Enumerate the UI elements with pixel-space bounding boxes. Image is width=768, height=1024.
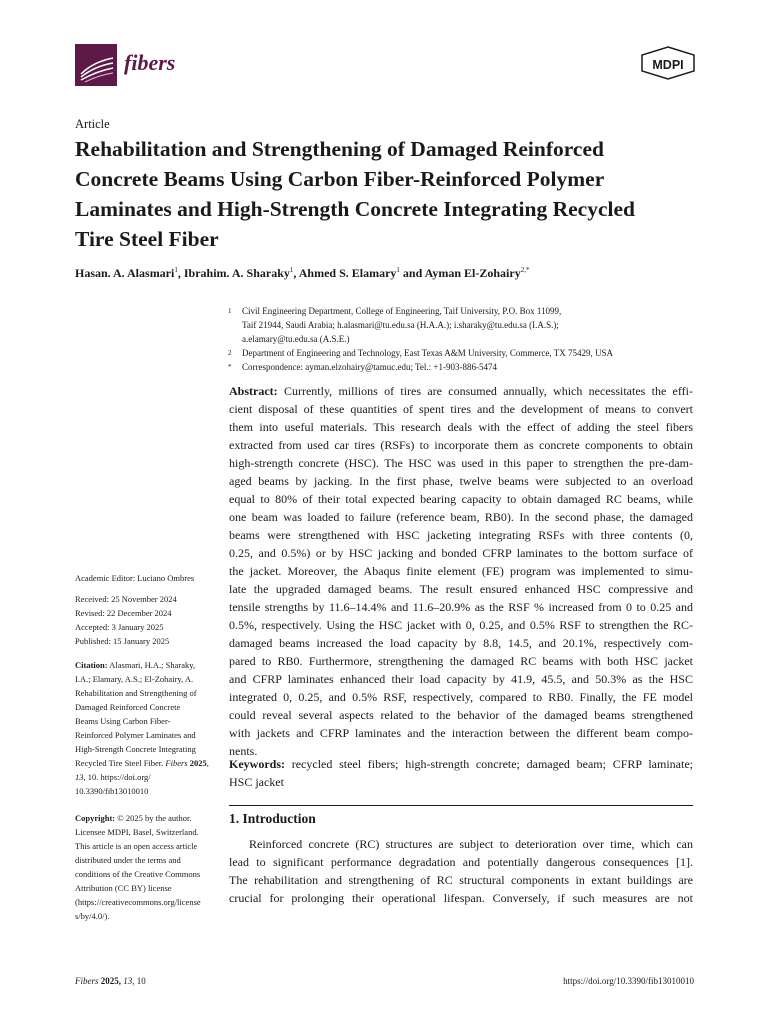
abstract-line: 0.25, and 0.5%) or by HSC jacking and bonded CFRP laminates to the bottom surface of <box>229 546 693 560</box>
citation-volume: 13 <box>75 772 84 782</box>
abstract-label: Abstract: <box>229 384 278 398</box>
article-title <box>75 134 715 254</box>
publisher-name: MDPI <box>652 58 684 72</box>
citation-line: Rehabilitation and Strengthening of <box>75 688 197 698</box>
author-affiliation-mark: 1 <box>396 266 400 274</box>
abstract-text: Currently, millions of tires are consumed annually, which necessitates the effi- <box>277 384 693 398</box>
abstract-line: high-strength concrete (HSC). The HSC was used in this paper to strengthen the pre-dam- <box>229 456 693 470</box>
abstract-line: them into useful materials. This research deals with the effect of adding the steel fibers <box>229 420 693 434</box>
abstract-line: nents. <box>229 744 258 758</box>
footer-journal: Fibers <box>75 976 99 986</box>
accepted-date: Accepted: 3 January 2025 <box>75 622 164 632</box>
academic-editor: Academic Editor: Luciano Ombres <box>75 573 195 583</box>
keywords-line: HSC jacket <box>229 775 284 789</box>
copyright-line: distributed under the terms and <box>75 855 181 865</box>
citation-text: Alasmari, H.A.; Sharaky, <box>107 660 196 670</box>
affiliation-text: Civil Engineering Department, College of Engineering, Taif University, P.O. Box 11099, <box>242 306 562 316</box>
body-line: crucial for prolonging their operational lifespan. Conversely, if such measures are not <box>229 891 693 905</box>
abstract-line: equal to 80% of their total expected bearing capacity to obtain damaged RC beams, while <box>229 492 693 506</box>
citation-line: I.A.; Elamary, A.S.; El-Zohairy, A. <box>75 674 194 684</box>
footer-volume: 13 <box>123 976 133 986</box>
affiliation-mark: 2 <box>228 349 232 357</box>
copyright-label: Copyright: <box>75 813 116 823</box>
section-heading: 1. Introduction <box>229 811 316 826</box>
author-name[interactable]: Ayman El-Zohairy <box>424 266 521 280</box>
author-name[interactable]: Ahmed S. Elamary <box>298 266 397 280</box>
author-affiliation-mark: 2,* <box>520 266 530 274</box>
footer-doi-link[interactable]: https://doi.org/10.3390/fib13010010 <box>563 976 694 986</box>
correspondence-text[interactable]: Correspondence: ayman.elzohairy@tamuc.edu; Tel.: +1-903-886-5474 <box>242 362 497 372</box>
title-line: Concrete Beams Using Carbon Fiber-Reinforced Polymer <box>75 167 605 191</box>
author-name[interactable]: Ibrahim. A. Sharaky <box>183 266 290 280</box>
affiliation-text: Taif 21944, Saudi Arabia; h.alasmari@tu.edu.sa (H.A.A.); i.sharaky@tu.edu.sa (I.A.S.); <box>242 320 559 330</box>
article-type: Article <box>75 117 110 131</box>
author-separator: , <box>293 266 299 280</box>
abstract-line: and CFRP laminates enhanced their load capacity by 41.9, 45.5, and 50.3% as the HSC <box>229 672 693 686</box>
citation-doi[interactable]: 10.3390/fib13010010 <box>75 786 149 796</box>
citation-line <box>75 756 209 770</box>
abstract-line: the jacket. Moreover, the Abaqus finite element (FE) program was implemented to simu- <box>229 564 693 578</box>
abstract-line: late the upgraded damaged beams. The result ensured enhanced HSC compressive and <box>229 582 693 596</box>
abstract-line: extracted from used car tires (RSFs) to incorporate them as concrete components to obtain <box>229 438 693 452</box>
fibers-logo-icon <box>75 44 117 86</box>
title-line: Laminates and High-Strength Concrete Integrating Recycled <box>75 197 635 221</box>
citation-comma: , <box>206 758 209 768</box>
citation-text: Recycled Tire Steel Fiber. <box>75 758 166 768</box>
author-list <box>75 266 529 281</box>
introduction-text <box>0 835 768 925</box>
author-separator: , <box>177 266 184 280</box>
copyright-line <box>75 811 191 825</box>
body-line: The rehabilitation and strengthening of RC structural components in extant buildings are <box>229 873 693 887</box>
correspondence-mark: * <box>228 363 232 371</box>
citation-label: Citation: <box>75 660 108 670</box>
abstract-line: tensile strengths by 11.6–14.4% and 11.6–20.9% as the RSF % increased from 0 to 0.25 and <box>229 600 693 614</box>
abstract-line: one beam was loaded to failure (reference beam, RB0). In the second phase, the damaged <box>229 510 693 524</box>
copyright-line: This article is an open access article <box>75 841 198 851</box>
affiliation-text: a.elamary@tu.edu.sa (A.S.E.) <box>242 334 350 344</box>
abstract-line: cient disposal of these quantities of spent tires and the development of means to convert <box>229 402 693 416</box>
abstract-line: with jackets and CFRP laminates and the interaction between the different beam compo- <box>229 726 693 740</box>
copyright-line: Attribution (CC BY) license <box>75 883 172 893</box>
published-date: Published: 15 January 2025 <box>75 636 170 646</box>
affiliation-mark: 1 <box>228 307 232 315</box>
journal-name: fibers <box>124 50 176 75</box>
copyright-text: © 2025 by the author. <box>115 813 192 823</box>
author-affiliation-mark: 1 <box>289 266 294 274</box>
author-name[interactable]: Hasan. A. Alasmari <box>75 266 175 280</box>
abstract-line: could reveal several aspects related to the behavior of the damaged beams strengthened <box>229 708 693 722</box>
citation-line: Reinforced Polymer Laminates and <box>75 730 196 740</box>
title-line: Rehabilitation and Strengthening of Damaged Reinforced <box>75 137 604 161</box>
copyright-line: Licensee MDPI, Basel, Switzerland. <box>75 827 199 837</box>
received-date: Received: 25 November 2024 <box>75 594 177 604</box>
keywords-line <box>229 755 693 773</box>
abstract-line: aged beams by jacking. In the first phase, twelve beams were subjected to an overload <box>229 474 693 488</box>
affiliation-text: Department of Engineering and Technology, East Texas A&M University, Commerce, TX 75429, USA <box>242 348 614 358</box>
license-link[interactable]: s/by/4.0/). <box>75 911 110 921</box>
abstract-line: pared to RB0. Furthermore, strengthening the damaged RC beams with both HSC jacket <box>229 654 693 668</box>
footer-citation <box>75 976 146 986</box>
footer-year: 2025, <box>98 976 124 986</box>
citation-year: 2025 <box>187 758 207 768</box>
citation-journal: Fibers <box>165 758 188 768</box>
footer-article: , 10 <box>132 976 146 986</box>
title-line: Tire Steel Fiber <box>75 227 219 251</box>
author-separator: and <box>399 266 425 280</box>
license-link[interactable]: (https://creativecommons.org/license <box>75 897 201 907</box>
citation-line <box>75 658 195 672</box>
author-affiliation-mark: 1 <box>174 266 178 274</box>
citation-line: Beams Using Carbon Fiber- <box>75 716 171 726</box>
copyright-line: conditions of the Creative Commons <box>75 869 201 879</box>
citation-line: High-Strength Concrete Integrating <box>75 744 196 754</box>
abstract-line: beams were strengthened with HSC jacketing integrating RSFs with three contents (0, <box>229 528 693 542</box>
keywords-text: recycled steel fibers; high-strength concrete; damaged beam; CFRP laminate; <box>285 757 693 771</box>
abstract-line: damaged beams increased the load capacity by 8.8, 14.5, and 20.1%, respectively com- <box>229 636 693 650</box>
citation-line <box>75 770 151 784</box>
revised-date: Revised: 22 December 2024 <box>75 608 172 618</box>
citation-line: Damaged Reinforced Concrete <box>75 702 181 712</box>
abstract-line: 0.5%, respectively. Using the HSC jacket with 0, 0.25, and 0.5% RSF to strengthen the RC- <box>229 618 693 632</box>
abstract-line <box>229 382 693 400</box>
keywords-label: Keywords: <box>229 757 285 771</box>
publisher-logo <box>640 46 696 80</box>
body-line: Reinforced concrete (RC) structures are subject to deterioration over time, which can <box>249 837 693 851</box>
affiliations <box>0 304 768 374</box>
section-divider <box>229 805 693 806</box>
citation-doi-link[interactable]: , 10. https://doi.org/ <box>83 772 151 782</box>
abstract-line: integrated 0, 0.25, and 0.5% RSF, respectively, compared to RB0. Finally, the FE model <box>229 690 693 704</box>
journal-logo <box>75 44 117 86</box>
body-line: lead to significant performance degradation and potentially dangerous consequences [1]. <box>229 855 693 869</box>
